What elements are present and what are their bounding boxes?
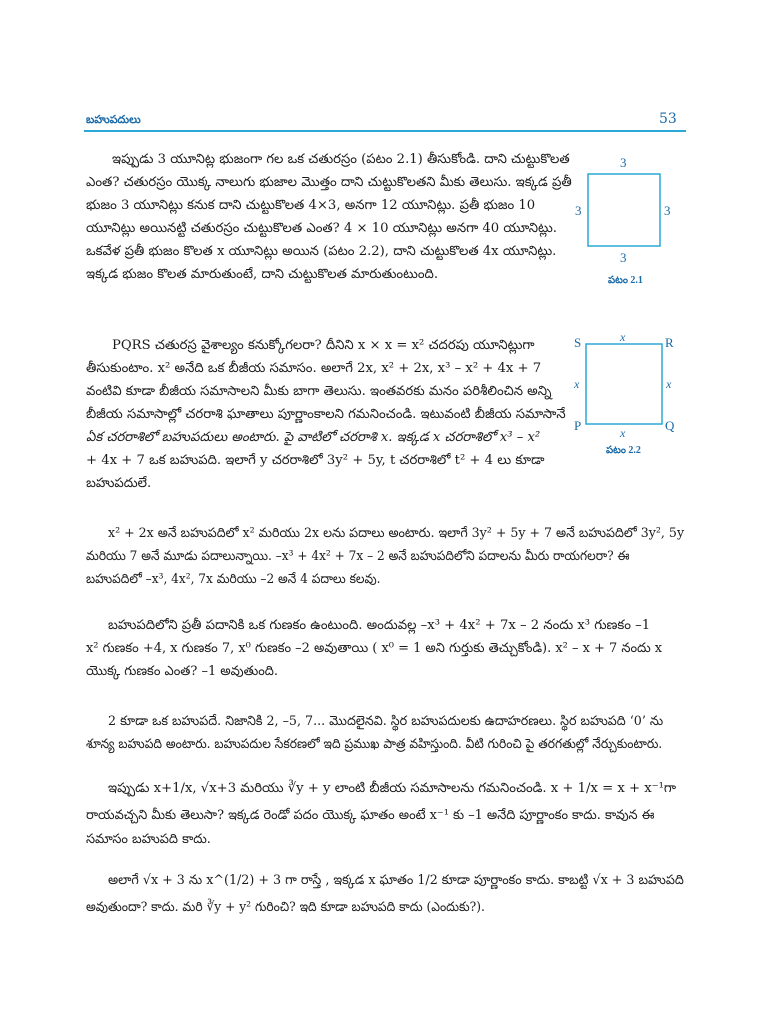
vertex-p: P — [574, 418, 582, 433]
figure-square-3 — [572, 150, 682, 294]
figure-caption: పటం 2.2 — [606, 445, 641, 456]
paragraph-area — [86, 334, 566, 495]
paragraph-terms — [86, 522, 712, 591]
text-line: బీజీయ సమాసాల్లో చరరాశి ఘాతాలు పూర్ణాంకాలని గమనించండి. ఇటువంటి బీజీయ సమాసానే — [86, 407, 566, 422]
header-rule — [84, 130, 686, 132]
page-number: 53 — [659, 111, 677, 127]
label-top: x — [620, 330, 626, 344]
text-line: ఎంత? చతురస్రం యొక్క నాలుగు భుజాల మొత్తం దాని చుట్టుకొలతని మీకు తెలుసు. ఇక్కడ ప్రతీ — [86, 175, 572, 190]
text-line: వంటివి కూడా బీజీయ సమాసాలని మీకు బాగా తెలుసు. ఇంతవరకు మనం పరిశీలించిన అన్ని — [86, 384, 552, 399]
text-line: x² + 2x అనే బహుపదిలో x² మరియు 2x లను పదాలు అంటారు. ఇలాగే 3y² + 5y + 7 అనే బహుపదిలో 3y², 5y — [108, 526, 685, 541]
square-shape — [588, 174, 660, 246]
label-left: x — [574, 377, 580, 391]
paragraph-coefficients — [86, 614, 672, 683]
text-line: శూన్య బహుపది అంటారు. బహుపదుల సేకరణలో ఇది ప్రముఖ పాత్ర వహిస్తుంది. వీటి గురించి పై తరగతుల్లో నేర్చుకుంటారు. — [86, 737, 663, 752]
label-top: 3 — [620, 155, 627, 170]
vertex-r: R — [665, 335, 674, 350]
text-line: యూనిట్లు అయినట్టి చతురస్రం చుట్టుకొలత ఎంత? 4 × 10 యూనిట్లు అనగా 40 యూనిట్లు. — [86, 221, 557, 236]
label-right: x — [666, 377, 672, 391]
text-line: ఒకవేళ ప్రతీ భుజం కొలత x యూనిట్లు అయిన (పటం 2.2), దాని చుట్టుకొలత 4x యూనిట్లు. — [86, 244, 557, 259]
label-bottom: x — [620, 426, 626, 440]
paragraph-sqrt — [86, 866, 707, 920]
text-line: మరియు 7 అనే మూడు పదాలున్నాయి. –x³ + 4x² + 7x – 2 అనే బహుపదిలోని పదాలను మీరు రాయగలరా? ఈ — [86, 549, 630, 564]
text-line: x² గుణకం +4, x గుణకం 7, x⁰ గుణకం –2 అవుతాయి ( x⁰ = 1 అని గుర్తుకు తెచ్చుకోండి). x² – x + 7 నందు x — [86, 641, 663, 656]
vertex-s: S — [574, 335, 582, 350]
figure-caption: పటం 2.1 — [608, 275, 643, 286]
text-line: రాయవచ్చని మీకు తెలుసా? ఇక్కడ రెండో పదం యొక్క ఘాతం అంటే x⁻¹ కు –1 అనేది పూర్ణాంకం కాదు. కావున ఈ — [86, 808, 655, 823]
paragraph-perimeter — [86, 148, 572, 286]
paragraph-non-polynomial — [86, 774, 677, 852]
text-line: అవుతుందా? కాదు. మరి ∛y + y² గురించి? ఇది కూడా బహుపది కాదు (ఎందుకు?). — [86, 900, 485, 915]
text-line: ఇక్కడ భుజం కొలత మారుతుంటే, దాని చుట్టుకొలత మారుతుంటుంది. — [86, 267, 439, 282]
text-line: అలాగే √x + 3 ను x^(1/2) + 3 గా రాస్తే , ఇక్కడ x ఘాతం 1/2 కూడా పూర్ణాంకం కాదు. కాబట్టి √x + 3 బహుపది — [108, 873, 684, 888]
text-line: + 4x + 7 ఒక బహుపది. ఇలాగే y చరరాశిలో 3y² + 5y, t చరరాశిలో t² + 4 లు కూడా — [86, 453, 545, 468]
chapter-title: బహుపదులు — [86, 113, 141, 126]
text-line: భుజం 3 యూనిట్లు కనుక దాని చుట్టుకొలత 4×3, అనగా 12 యూనిట్లు. ప్రతీ భుజం 10 — [86, 198, 536, 213]
text-line: సమాసం బహుపది కాదు. — [86, 832, 211, 847]
label-right: 3 — [664, 203, 671, 218]
text-line: బహుపదిలోని ప్రతీ పదానికి ఒక గుణకం ఉంటుంది. అందువల్ల –x³ + 4x² + 7x – 2 నందు x³ గుణకం –1 — [108, 618, 651, 633]
text-line: ఇప్పుడు 3 యూనిట్ల భుజంగా గల ఒక చతురస్రం (పటం 2.1) తీసుకోండి. దాని చుట్టుకొలత — [112, 152, 570, 167]
text-line: బహుపదిలో –x³, 4x², 7x మరియు –2 అనే 4 పదాలు కలవు. — [86, 572, 381, 587]
square-shape — [586, 344, 662, 424]
text-line: ఏక చరరాశిలో బహుపదులు అంటారు. పై వాటిలో చరరాశి x. ఇక్కడ x చరరాశిలో x³ – x² — [86, 430, 541, 445]
text-line: PQRS చతురస్ర వైశాల్యం కనుక్కోగలరా? దీనిని x × x = x² చదరపు యూనిట్లుగా — [112, 338, 535, 353]
text-line: ఇప్పుడు x+1/x, √x+3 మరియు ∛y + y లాంటి బీజీయ సమాసాలను గమనించండి. x + 1/x = x + x⁻¹గా — [108, 781, 677, 796]
text-line: తీసుకుంటాం. x² అనేది ఒక బీజీయ సమాసం. అలాగే 2x, x² + 2x, x³ – x² + 4x + 7 — [86, 361, 542, 376]
figure-square-pqrs — [566, 330, 686, 464]
label-bottom: 3 — [620, 250, 627, 265]
vertex-q: Q — [665, 418, 675, 433]
paragraph-constant — [86, 710, 708, 756]
text-line: బహుపదులే. — [86, 476, 152, 491]
label-left: 3 — [575, 203, 582, 218]
text-line: యొక్క గుణకం ఎంత? –1 అవుతుంది. — [86, 664, 279, 679]
text-line: 2 కూడా ఒక బహుపదే. నిజానికి 2, –5, 7... మొదలైనవి. స్థిర బహుపదులకు ఉదాహరణలు. స్థిర బహుపది ‘0’ ను — [108, 714, 664, 729]
